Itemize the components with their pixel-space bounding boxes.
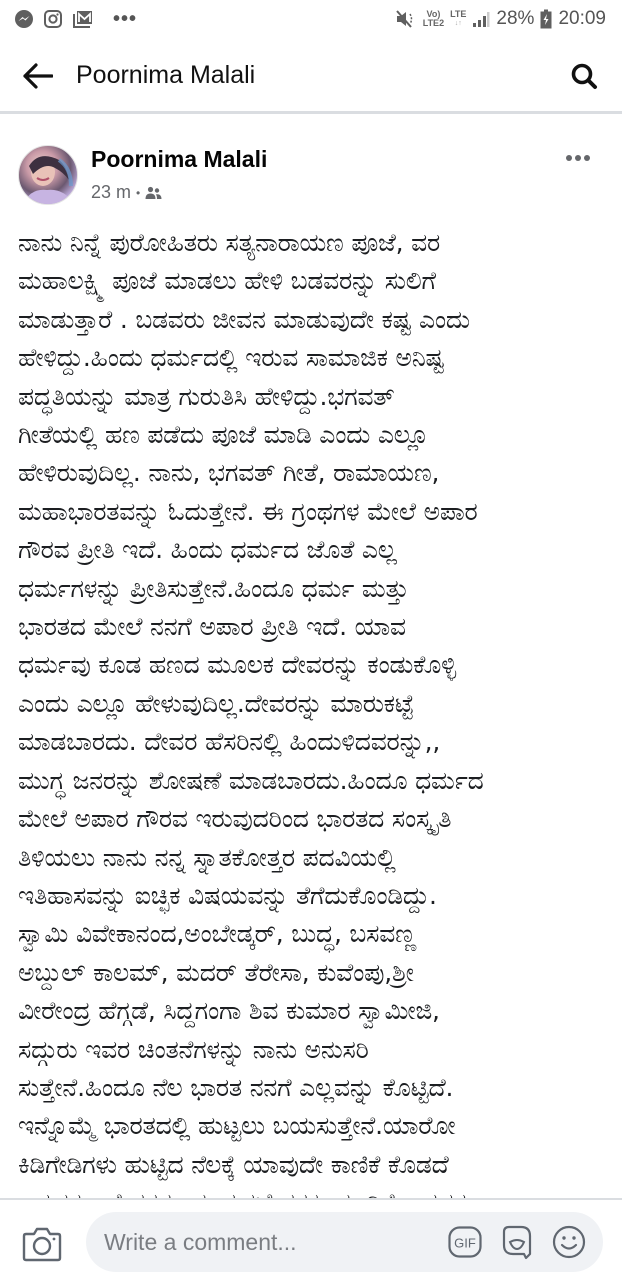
data-arrows-icon: ↓↑	[454, 20, 462, 27]
status-bar-left	[14, 8, 137, 31]
post-text-line: ಸದ್ಗುರು ಇವರ ಚಿಂತನೆಗಳನ್ನು ನಾನು ಅನುಸರಿ	[18, 1034, 369, 1064]
more-options-button[interactable]	[560, 146, 596, 170]
lte-label: LTE	[450, 9, 467, 19]
volte-bottom-label: LTE2	[422, 18, 445, 28]
post-text-line: ಮಹಾಲಕ್ಷ್ಮಿ ಪೂಜೆ ಮಾಡಲು ಹೇಳಿ ಬಡವರನ್ನು ಸುಲಿಗೆ	[18, 266, 436, 296]
battery-percent: 28%	[496, 8, 535, 29]
meta-separator: •	[136, 185, 141, 200]
sticker-button[interactable]	[499, 1224, 535, 1260]
post-text-line: ಮಹಾಭಾರತವನ್ನು ಓದುತ್ತೇನೆ. ಈ ಗ್ರಂಥಗಳ ಮೇಲೆ ಅಪಾರ	[18, 496, 478, 526]
comment-bar	[0, 1198, 622, 1280]
post-body	[18, 224, 618, 1280]
emoji-icon	[552, 1225, 586, 1259]
page-title: Poornima Malali	[76, 61, 256, 89]
avatar[interactable]	[18, 145, 78, 205]
post-text-line: ಅಬ್ದುಲ್ ಕಾಲಮ್, ಮದರ್ ತೆರೇಸಾ, ಕುವೆಂಪು,ಶ್ರೀ	[18, 957, 414, 987]
emoji-button[interactable]	[551, 1224, 587, 1260]
post-text-line: ಹೇಳಿರುವುದಿಲ್ಲ. ನಾನು, ಭಗವತ್ ಗೀತೆ, ರಾಮಾಯಣ,	[18, 458, 440, 488]
post-text-line: ಮುಗ್ಧ ಜನರನ್ನು ಶೋಷಣೆ ಮಾಡಬಾರದು.ಹಿಂದೂ ಧರ್ಮದ	[18, 765, 484, 795]
post-text-line: ಸ್ವಾಮಿ ವಿವೇಕಾನಂದ,ಅಂಬೇಡ್ಕರ್, ಬುದ್ಧ, ಬಸವಣ್ಣ	[18, 919, 417, 949]
post-text-line: ತಿಳಿಯಲು ನಾನು ನನ್ನ ಸ್ನಾತಕೋತ್ತರ ಪದವಿಯಲ್ಲಿ	[18, 842, 396, 872]
post-text-line: ಮಾಡಬಾರದು. ದೇವರ ಹೆಸರಿನಲ್ಲಿ ಹಿಂದುಳಿದವರನ್ನು,,	[18, 727, 441, 757]
post-text-line: ಗೌರವ ಪ್ರೀತಿ ಇದೆ. ಹಿಂದು ಧರ್ಮದ ಜೊತೆ ಎಲ್ಲ	[18, 535, 397, 565]
friends-icon[interactable]	[145, 186, 162, 200]
post-text-line: ಪದ್ಧತಿಯನ್ನು ಮಾತ್ರ ಗುರುತಿಸಿ ಹೇಳಿದ್ದು.ಭಗವತ್	[18, 381, 395, 411]
post-text-line: ಧರ್ಮವು ಕೂಡ ಹಣದ ಮೂಲಕ ದೇವರನ್ನು ಕಂಡುಕೊಳ್ಳಿ	[18, 650, 457, 680]
app-bar	[0, 40, 622, 114]
post-author-name[interactable]: Poornima Malali	[91, 146, 268, 172]
status-bar-right	[395, 8, 606, 30]
clock: 20:09	[558, 8, 606, 29]
back-button[interactable]	[18, 56, 58, 96]
gallery-mail-icon	[72, 9, 94, 29]
lte-indicator	[450, 10, 466, 28]
post-text-line: ಸುತ್ತೇನೆ.ಹಿಂದೂ ನೆಲ ಭಾರತ ನನಗೆ ಎಲ್ಲವನ್ನು ಕೊಟ್ಟಿದೆ.	[18, 1072, 454, 1102]
volte-top-label: Vo)	[426, 9, 441, 19]
gif-button[interactable]	[447, 1224, 483, 1260]
gif-icon	[448, 1226, 482, 1258]
more-horizontal-icon-dot	[584, 155, 590, 161]
signal-icon	[472, 10, 490, 28]
post-timestamp[interactable]: 23 m	[91, 182, 132, 202]
volte-indicator	[423, 10, 444, 28]
post-text-line: ಮಾಡುತ್ತಾರೆ . ಬಡವರು ಜೀವನ ಮಾಡುವುದೇ ಕಷ್ಟ ಎಂದು	[18, 304, 470, 334]
messenger-icon	[14, 9, 34, 29]
post-text-line: ಇತಿಹಾಸವನ್ನು ಐಚ್ಛಿಕ ವಿಷಯವನ್ನು ತೆಗೆದುಕೊಂಡಿದ್ದು.	[18, 880, 437, 910]
post-text-line: ಧರ್ಮಗಳನ್ನು ಪ್ರೀತಿಸುತ್ತೇನೆ.ಹಿಂದೂ ಧರ್ಮ ಮತ್ತು	[18, 573, 409, 603]
post-text-line: ನಾನು ನಿನ್ನೆ ಪುರೋಹಿತರು ಸತ್ಯನಾರಾಯಣ ಪೂಜೆ, ವರ	[18, 228, 441, 257]
post-text-line: ಗೀತೆಯಲ್ಲಿ ಹಣ ಪಡೆದು ಪೂಜೆ ಮಾಡಿ ಎಂದು ಎಲ್ಲೂ	[18, 420, 429, 450]
mute-icon	[395, 9, 417, 29]
sticker-icon	[501, 1224, 533, 1260]
battery-charging-icon	[540, 9, 552, 29]
post-meta	[91, 182, 162, 203]
post-text-line: ಮೇಲೆ ಅಪಾರ ಗೌರವ ಇರುವುದರಿಂದ ಭಾರತದ ಸಂಸ್ಕೃತಿ	[18, 804, 452, 834]
search-icon	[570, 62, 598, 90]
post-text-line: ವೀರೇಂದ್ರ ಹೆಗ್ಗಡೆ, ಸಿದ್ದಗಂಗಾ ಶಿವ ಕುಮಾರ ಸ್ವಾಮೀಜಿ,	[18, 996, 440, 1026]
notification-overflow-icon: •••	[113, 7, 138, 30]
svg-text:GIF: GIF	[454, 1235, 476, 1251]
more-horizontal-icon-dot	[566, 155, 572, 161]
post-text-line: ಭಾರತದ ಮೇಲೆ ನನಗೆ ಅಪಾರ ಪ್ರೀತಿ ಇದೆ. ಯಾವ	[18, 612, 406, 642]
instagram-icon	[43, 9, 63, 29]
camera-button[interactable]	[22, 1226, 62, 1262]
comment-input[interactable]	[104, 1229, 431, 1256]
post-text-line: ಇನ್ನೊಮ್ಮೆ ಭಾರತದಲ್ಲಿ ಹುಟ್ಟಲು ಬಯಸುತ್ತೇನೆ.ಯಾರೋ	[18, 1111, 456, 1141]
post-text-line: ಎಂದು ಎಲ್ಲೂ ಹೇಳುವುದಿಲ್ಲ.ದೇವರನ್ನು ಮಾರುಕಟ್ಟೆ	[18, 688, 414, 718]
avatar-photo	[19, 146, 78, 205]
status-bar	[0, 0, 622, 38]
back-arrow-icon	[23, 63, 53, 89]
more-horizontal-icon-dot	[575, 155, 581, 161]
post-header	[0, 140, 622, 206]
camera-icon	[22, 1226, 62, 1262]
comment-input-container	[86, 1212, 603, 1272]
post-text-line: ಕಿಡಿಗೇಡಿಗಳು ಹುಟ್ಟಿದ ನೆಲಕ್ಕೆ ಯಾವುದೇ ಕಾಣಿಕೆ ಕೊಡದೆ	[18, 1149, 449, 1179]
post-text-line: ಹೇಳಿದ್ದು.ಹಿಂದು ಧರ್ಮದಲ್ಲಿ ಇರುವ ಸಾಮಾಜಿಕ ಅನಿಷ್ಟ	[18, 343, 445, 373]
search-button[interactable]	[564, 56, 604, 96]
